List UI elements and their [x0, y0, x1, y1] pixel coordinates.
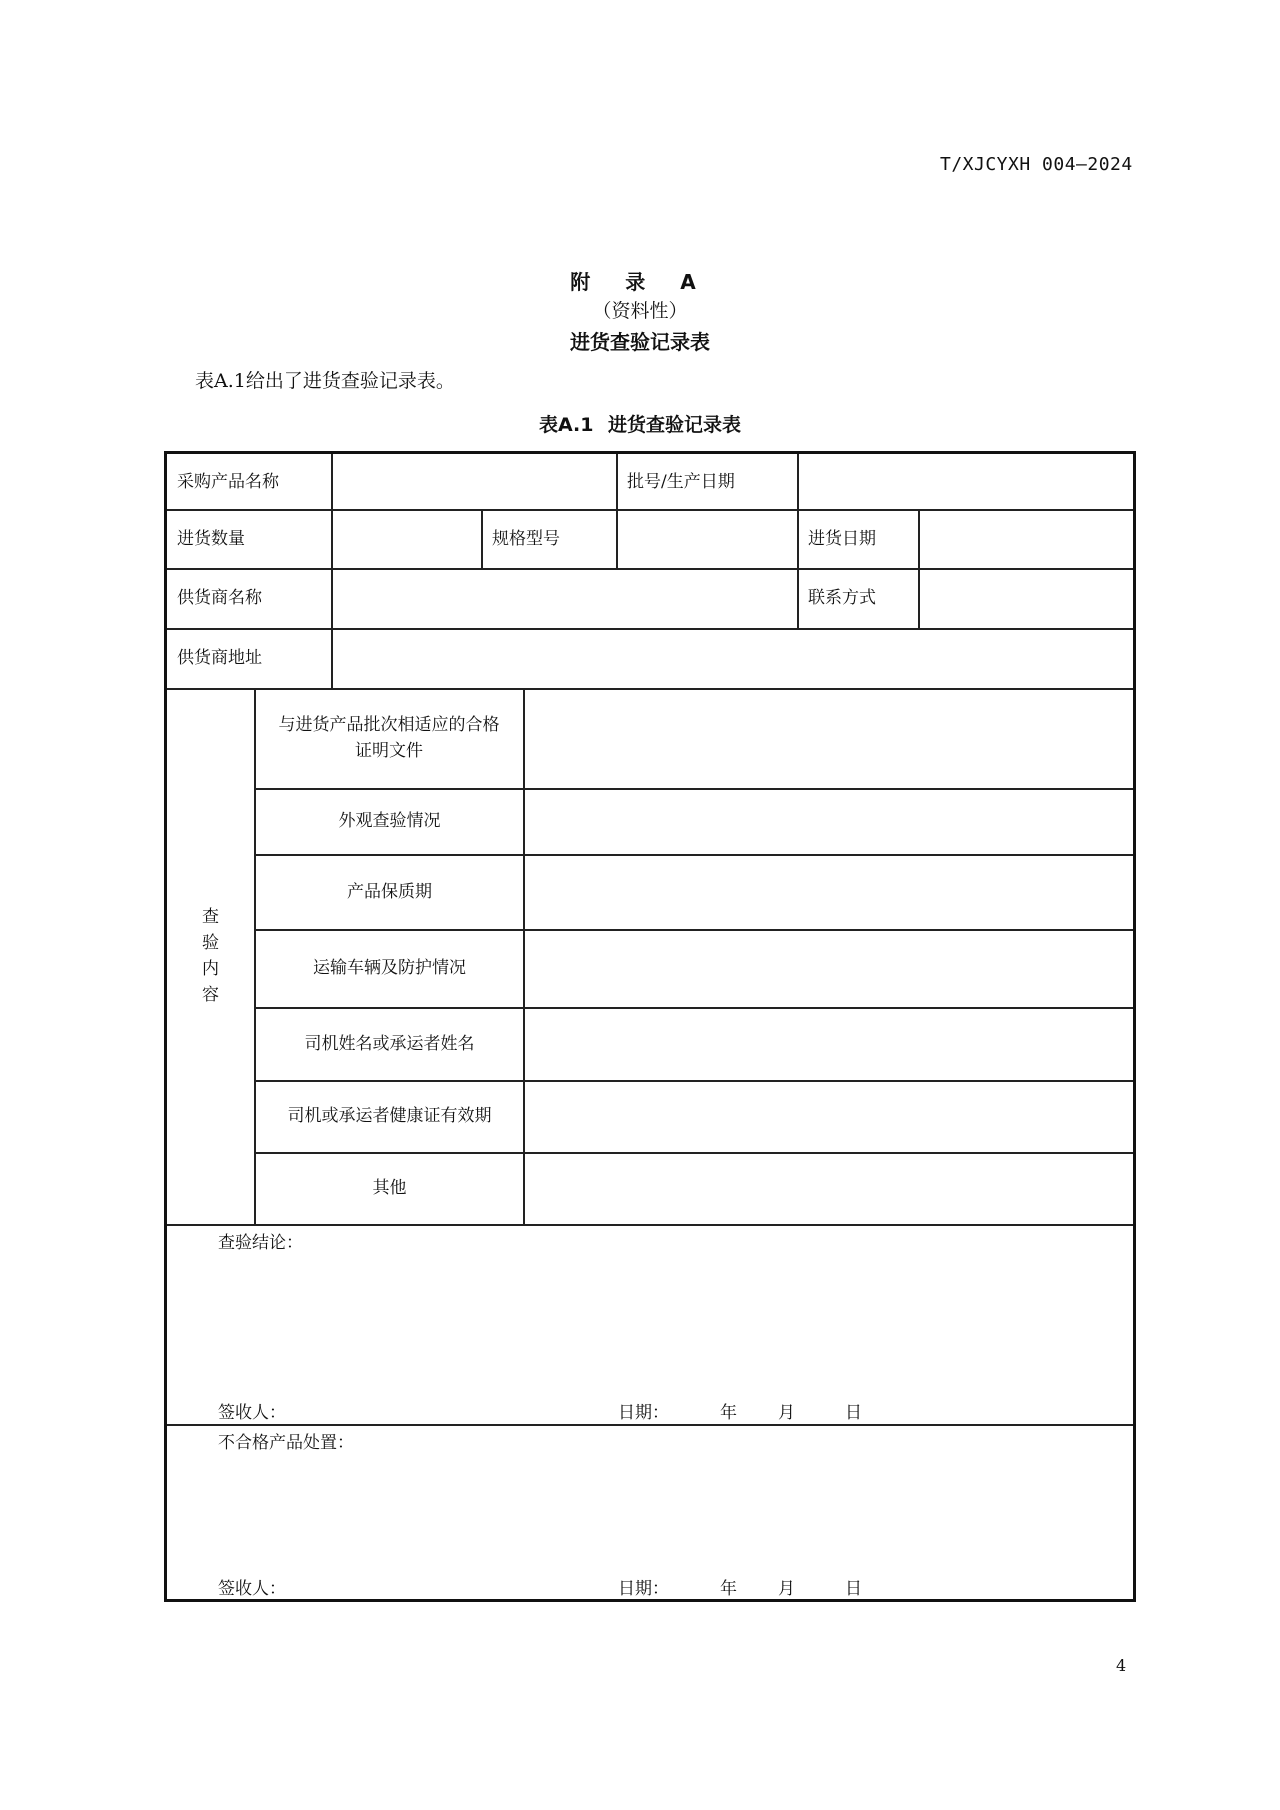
disposal-signer-label: 签收人： — [218, 1579, 286, 1599]
supplier-name-field[interactable] — [333, 570, 796, 627]
inspection-item-certificate: 与进货产品批次相适应的合格证明文件 — [278, 715, 500, 761]
supplier-address-label: 供货商地址 — [177, 648, 262, 668]
disposal-day: 日 — [845, 1579, 862, 1599]
inspection-label-char: 容 — [202, 985, 219, 1005]
inspection-item-appearance-field[interactable] — [525, 790, 1132, 853]
document-id: T/XJCYXH 004—2024 — [940, 154, 1133, 175]
inspection-item-transport-field[interactable] — [525, 931, 1132, 1006]
contact-field[interactable] — [920, 570, 1132, 627]
inspection-item-shelf-life: 产品保质期 — [347, 881, 432, 902]
disposal-year: 年 — [720, 1579, 737, 1599]
product-name-field[interactable] — [333, 456, 615, 508]
purchase-date-field[interactable] — [920, 511, 1132, 567]
inspection-item-other: 其他 — [372, 1178, 407, 1198]
product-name-label: 采购产品名称 — [177, 471, 279, 492]
inspection-item-other-field[interactable] — [525, 1154, 1132, 1223]
inspection-item-driver-name: 司机姓名或承运者姓名 — [304, 1033, 475, 1054]
conclusion-day: 日 — [845, 1403, 862, 1423]
disposal-field[interactable] — [218, 1454, 1118, 1569]
conclusion-month: 月 — [778, 1403, 795, 1423]
inspection-item-health-cert-field[interactable] — [525, 1082, 1132, 1151]
quantity-field[interactable] — [333, 511, 480, 567]
conclusion-field[interactable] — [218, 1254, 1118, 1394]
inspection-item-shelf-life-field[interactable] — [525, 856, 1132, 928]
batch-date-label: 批号/生产日期 — [627, 471, 735, 492]
appendix-subtitle: 进货查验记录表 — [570, 330, 710, 354]
inspection-item-transport: 运输车辆及防护情况 — [313, 958, 466, 978]
disposal-month: 月 — [778, 1579, 795, 1599]
inspection-item-certificate-field[interactable] — [525, 690, 1132, 787]
contact-label: 联系方式 — [808, 588, 876, 608]
conclusion-label: 查验结论： — [218, 1233, 303, 1253]
inspection-item-health-cert: 司机或承运者健康证有效期 — [287, 1106, 492, 1126]
appendix-title: 附 录 A — [570, 270, 710, 294]
disposal-label: 不合格产品处置： — [218, 1433, 354, 1453]
inspection-label-char: 内 — [202, 959, 219, 979]
inspection-label-char: 查 — [202, 907, 219, 927]
quantity-label: 进货数量 — [177, 528, 245, 549]
table-caption: 表A.1 进货查验记录表 — [538, 414, 742, 436]
inspection-record-table — [164, 451, 1136, 1602]
conclusion-signer-label: 签收人： — [218, 1403, 286, 1423]
col-divider — [481, 509, 483, 568]
inspection-item-driver-name-field[interactable] — [525, 1009, 1132, 1079]
inspection-item-appearance: 外观查验情况 — [338, 811, 441, 831]
row-divider — [167, 1224, 1133, 1226]
supplier-address-field[interactable] — [333, 630, 1132, 687]
row-divider — [167, 1424, 1133, 1426]
page-number: 4 — [1116, 1656, 1127, 1675]
spec-label: 规格型号 — [492, 528, 560, 549]
appendix-type: （资料性） — [592, 300, 688, 322]
spec-field[interactable] — [618, 511, 796, 567]
batch-date-field[interactable] — [799, 456, 1132, 508]
purchase-date-label: 进货日期 — [808, 528, 876, 549]
inspection-content-label — [167, 688, 254, 1224]
intro-paragraph: 表A.1给出了进货查验记录表。 — [195, 370, 455, 392]
conclusion-date-label: 日期： — [618, 1403, 669, 1423]
conclusion-year: 年 — [720, 1403, 737, 1423]
supplier-name-label: 供货商名称 — [177, 588, 262, 608]
disposal-date-label: 日期： — [618, 1579, 669, 1599]
inspection-label-char: 验 — [202, 933, 219, 953]
